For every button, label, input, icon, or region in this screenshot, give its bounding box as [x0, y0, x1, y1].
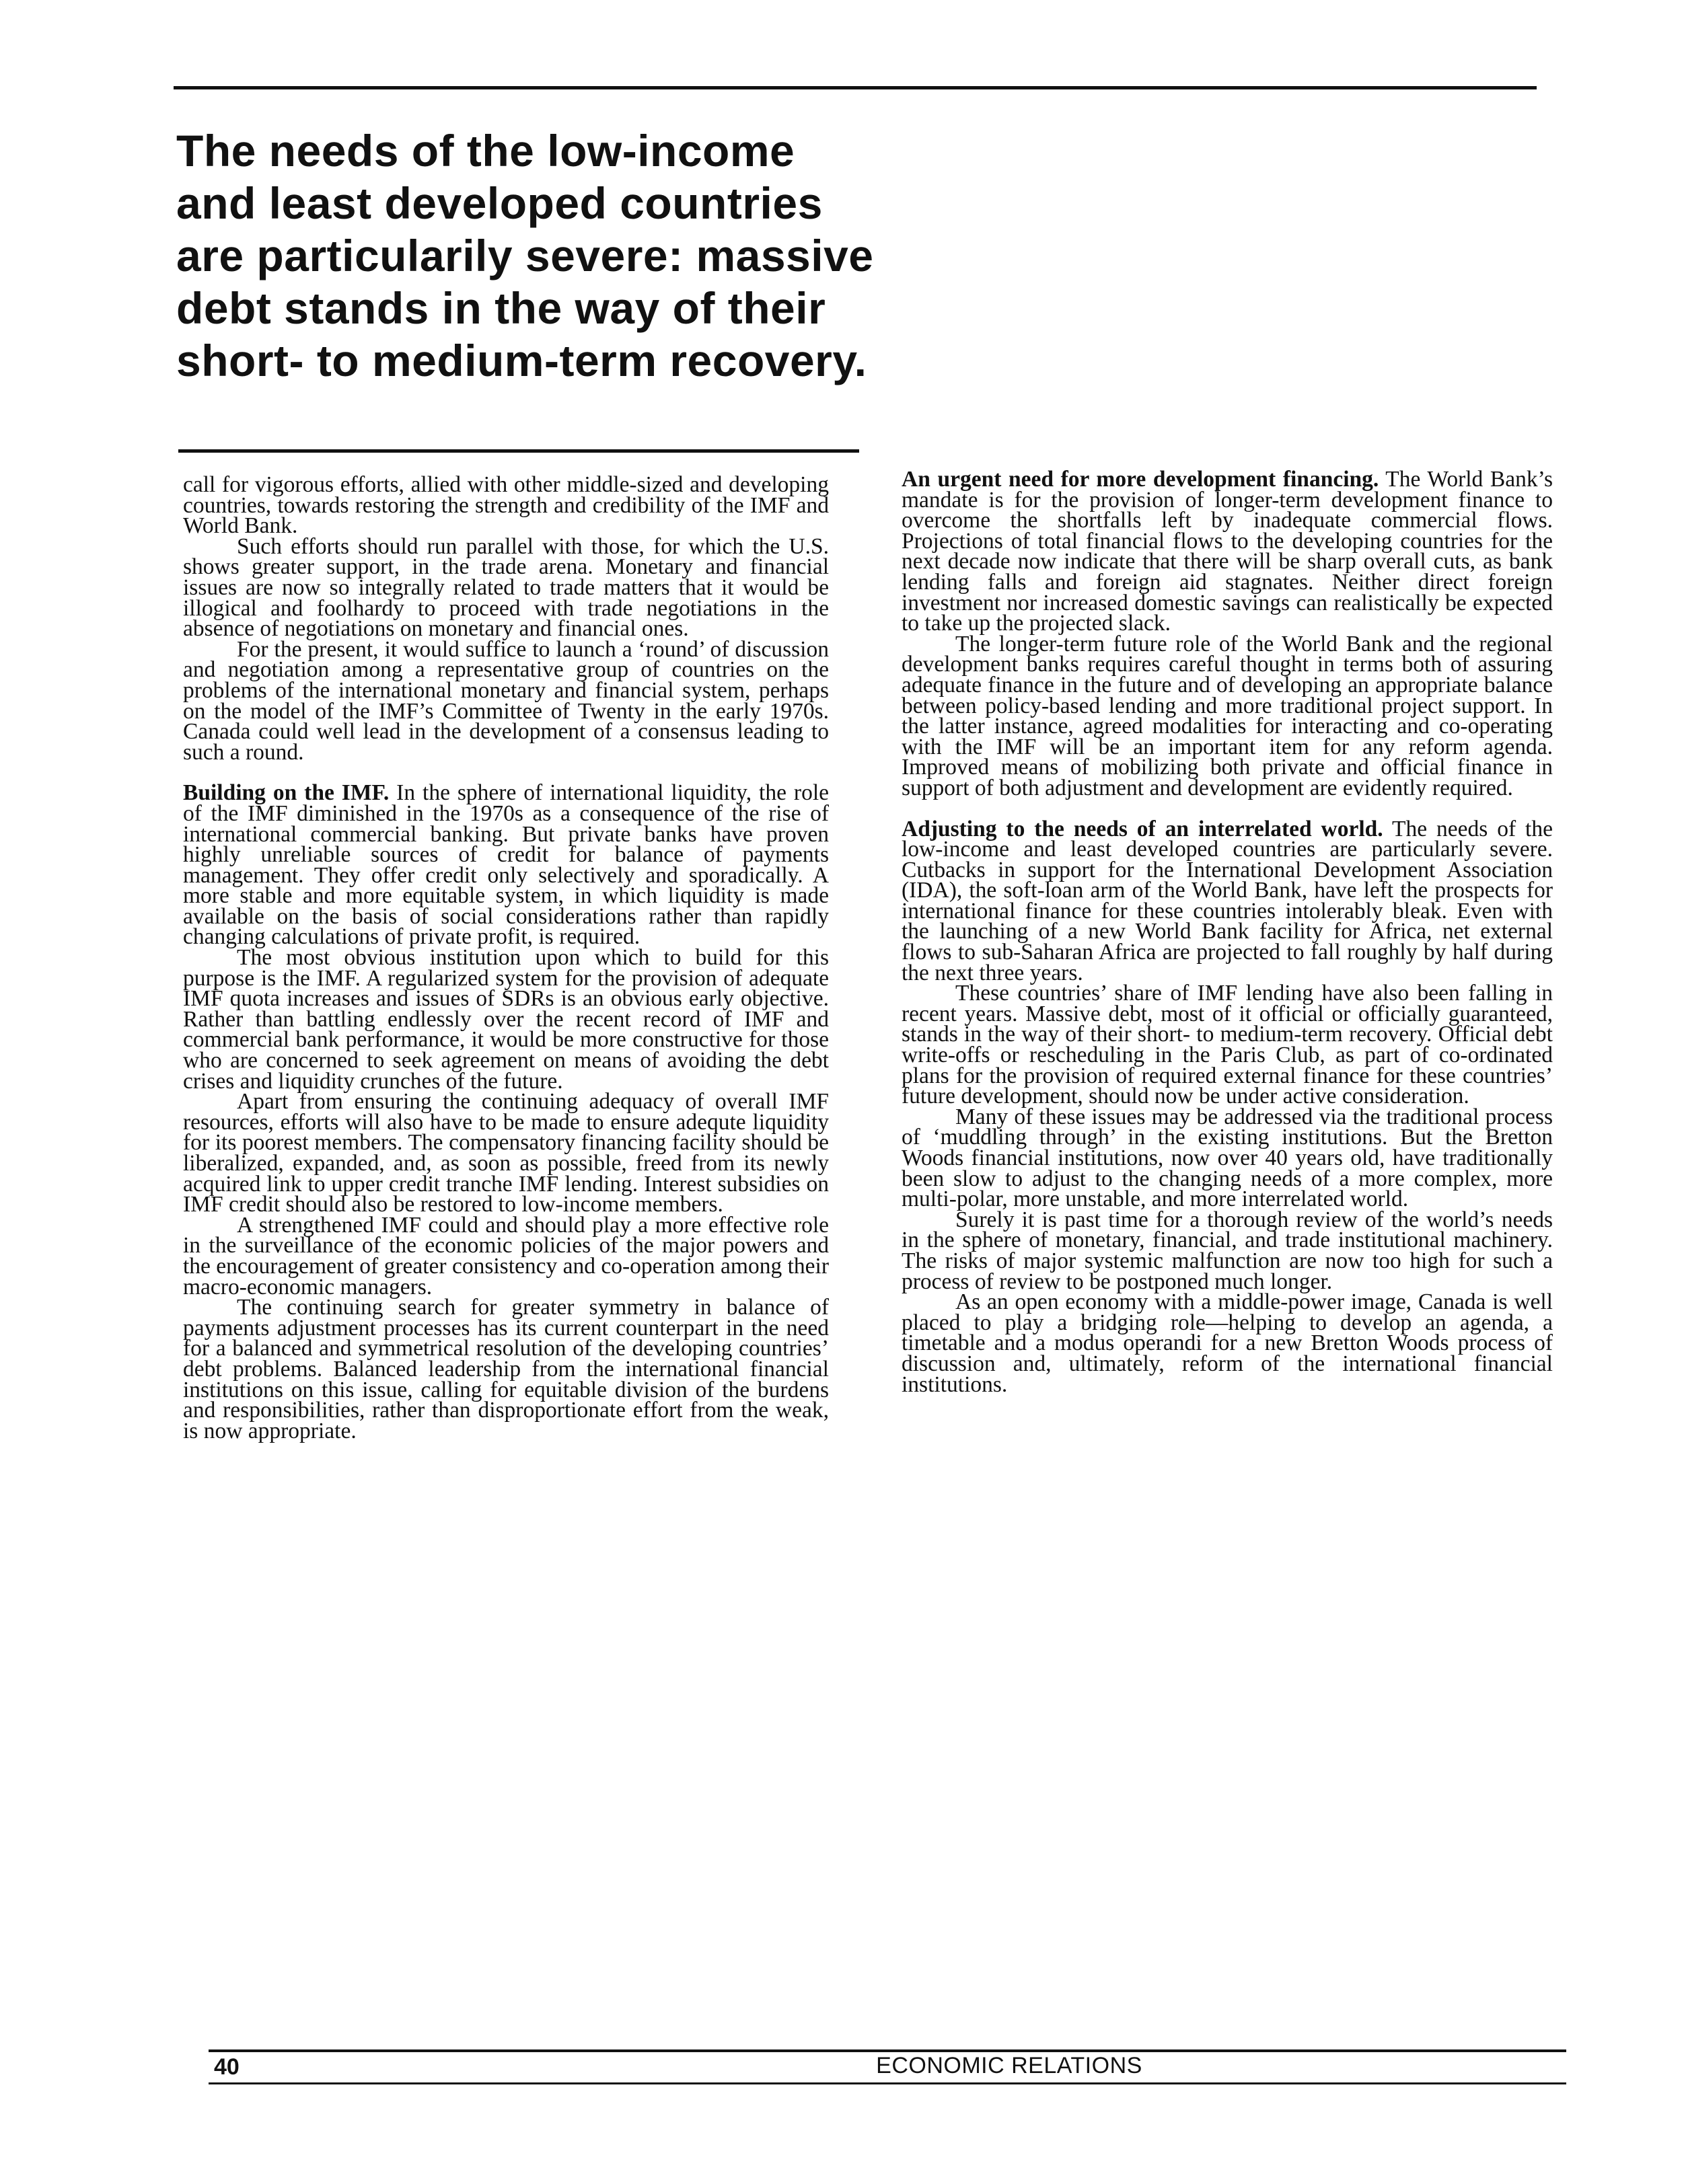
paragraph-text: Apart from ensuring the continuing adequacy of overall IMF resources, efforts will also have to be made to ensure adequte liquidity for its poorest members. The compensatory financing facility should be liberalized, expanded, and, as soon as possible, freed from its newly acquired link to upper credit tranche IMF lending. Interest subsidies on IMF credit should also be restored to low-income members.	[183, 1089, 829, 1217]
paragraph-text: Many of these issues may be addressed via the traditional process of ‘muddling through’ in the existing institutions. But the Bretton Woods financial institutions, now over 40 years old, have traditionally been slow to adjust to the changing needs of a more complex, more multi-polar, more unstable, and more interrelated world.	[902, 1104, 1553, 1212]
page-headline: The needs of the low-income and least developed countries are particularily severe: massive debt stands in the way of their short- to medium-term recovery.	[176, 126, 874, 385]
paragraph	[183, 636, 829, 765]
paragraph-text: The most obvious institution upon which to build for this purpose is the IMF. A regularized system for the provision of adequate IMF quota increases and issues of SDRs is an obvious early objective. Rather than battling endlessly over the recent record of IMF and commercial bank performance, it would be more constructive for those who are concerned to seek agreement on means of avoiding the debt crises and liquidity crunches of the future.	[183, 945, 829, 1094]
paragraph-text: The needs of the low-income and least developed countries are particularly severe. Cutbacks in support for the International Development Association (IDA), the soft-loan arm of the World Bank, have left the prospects for international finance for these countries intolerably bleak. Even with the launching of a new World Bank facility for Africa, net external flows to sub-Saharan Africa are projected to fall roughly by half during the next three years.	[902, 816, 1553, 985]
paragraph	[183, 533, 829, 642]
paragraph-text: call for vigorous efforts, allied with other middle-sized and developing countries, towards restoring the strength and credibility of the IMF and World Bank.	[183, 472, 829, 539]
paragraph	[183, 780, 830, 950]
paragraph-text: The continuing search for greater symmetry in balance of payments adjustment processes has its current counterpart in the need for a balanced and symmetrical resolution of the developing countries’ debt problems. Balanced leadership from the international financial institutions on this issue, calling for equitable division of the burdens and responsibilities, rather than disproportionate effort from the weak, is now appropriate.	[183, 1295, 829, 1443]
paragraph-text: Such efforts should run parallel with those, for which the U.S. shows greater support, in the trade arena. Monetary and financial issues are now so integrally related to trade matters that it would be illogical and foolhardy to proceed with trade negotiations in the absence of negotiations on monetary and financial ones.	[183, 533, 829, 642]
paragraph	[902, 1104, 1553, 1212]
paragraph-text: A strengthened IMF could and should play a more effective role in the surveillance of the economic policies of the major powers and the encouragement of greater consistency and co-operation among their macro-economic managers.	[183, 1212, 829, 1300]
paragraph	[902, 983, 1553, 1107]
paragraph	[902, 1207, 1553, 1294]
headline-rule	[178, 449, 859, 453]
paragraph	[902, 631, 1553, 800]
paragraph-text: These countries’ share of IMF lending have also been falling in recent years. Massive debt, most of it official or officially guaranteed, stands in the way of their short- to medium-term recovery. Official debt write-offs or rescheduling in the Paris Club, as part of co-ordinated plans for the provision of required external finance for these countries’ future development, should now be under active consideration.	[902, 981, 1553, 1109]
footer-rule	[209, 2049, 1566, 2052]
paragraph-text: In the sphere of international liquidity, the role of the IMF diminished in the 1970s as a consequence of the rise of international commercial banking. But private banks have proven highly unreliable sources of credit for balance of payments management. They offer credit only selectively and sporadically. A more stable and more equitable system, in which liquidity is made available on the basis of social considerations rather than rapidly changing calculations of private profit, is required.	[183, 780, 830, 950]
paragraph	[183, 1212, 829, 1300]
section-heading: An urgent need for more development financing.	[902, 467, 1379, 492]
paragraph	[902, 469, 1553, 634]
paragraph-text: For the present, it would suffice to launch a ‘round’ of discussion and negotiation among a representative group of countries on the problems of the international monetary and financial system, perhaps on the model of the IMF’s Committee of Twenty in the early 1970s. Canada could well lead in the development of a consensus leading to such a round.	[183, 636, 829, 765]
section-heading: Adjusting to the needs of an interrelated world.	[902, 816, 1383, 841]
paragraph	[183, 1089, 829, 1217]
left-column	[183, 472, 830, 1443]
section-heading: Building on the IMF.	[183, 780, 390, 806]
running-title: ECONOMIC RELATIONS	[876, 2053, 1142, 2078]
paragraph-text: As an open economy with a middle-power image, Canada is well placed to play a bridging role—helping to develop an agenda, a timetable and a modus operandi for a new Bretton Woods process of discussion and, ultimately, reform of the international financial institutions.	[902, 1289, 1553, 1397]
paragraph-text: The longer-term future role of the World Bank and the regional development banks requires careful thought in terms both of assuring adequate finance in the future and of developing an appropriate balance between policy-based lending and more traditional project support. In the latter instance, agreed modalities for interacting and co-operating with the IMF will be an important item for any reform agenda. Improved means of mobilizing both private and official finance in support of both adjustment and development are evidently required.	[902, 631, 1553, 800]
paragraph	[183, 945, 829, 1094]
paragraph	[902, 1289, 1553, 1397]
paragraph	[183, 1297, 829, 1441]
paragraph-text: Surely it is past time for a thorough review of the world’s needs in the sphere of monetary, financial, and trade institutional machinery. The risks of major systemic malfunction are now too high for such a process of review to be postponed much longer.	[902, 1207, 1553, 1294]
paragraph	[902, 816, 1553, 985]
page-number: 40	[214, 2054, 240, 2080]
top-rule	[174, 86, 1537, 89]
right-column	[902, 469, 1553, 1395]
footer-rule-bottom	[209, 2082, 1566, 2084]
paragraph	[183, 472, 829, 539]
paragraph-text: The World Bank’s mandate is for the provision of longer-term development finance to overcome the shortfalls left by inadequate commercial flows. Projections of total financial flows to the developing countries for the next decade now indicate that there will be sharp overall cuts, as bank lending falls and foreign aid stagnates. Neither direct foreign investment nor increased domestic savings can realistically be expected to take up the projected slack.	[902, 467, 1553, 636]
